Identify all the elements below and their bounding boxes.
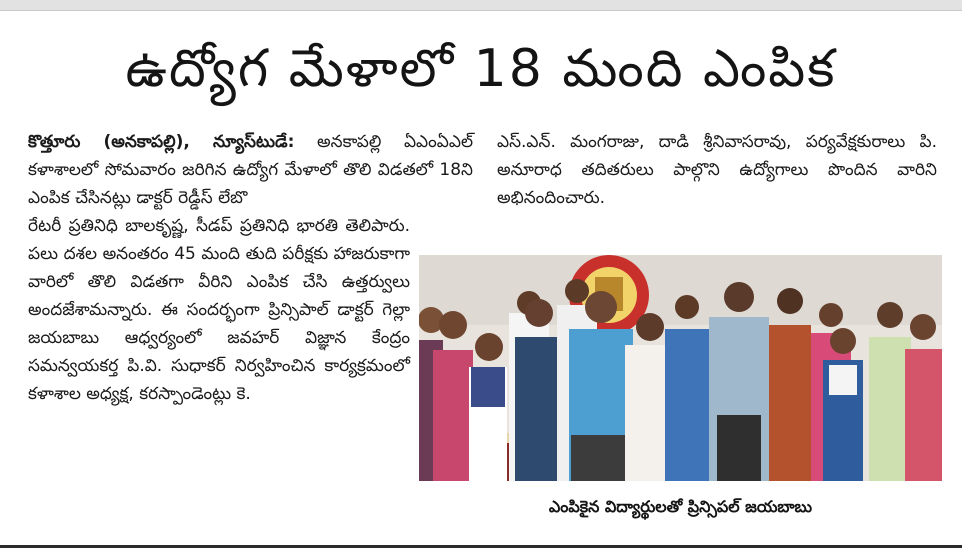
body-right-text: ఎస్.ఎన్. మంగరాజు, దాడి శ్రీనివాసరావు, పర్యవేక్షకురాలు పి. అనూరాధ తదితరులు పాల్గొని ఉద్యోగాలు పొందిన వారిని అభినందించారు. bbox=[497, 132, 937, 208]
body-narrow-text: రేటరీ ప్రతినిధి బాలకృష్ణ, సీడప్ ప్రతినిధి భారతి తెలిపారు. పలు దశల అనంతరం 45 మంది తుది పరీక్షకు హాజరుకాగా వారిలో తొలి విడతగా వీరిని ఎంపిక చేసి ఉత్తర్వులు అందజేశామన్నారు. ఈ సందర్భంగా ప్రిన్సిపాల్ డాక్టర్ గెల్లా జయబాబు ఆధ్వర్యంలో జవహర్ విజ్ఞాన కేంద్రం సమన్వయకర్త పి.వి. సుధాకర్ నిర్వహించిన కార్యక్రమంలో కళాశాల అధ్యక్ష, కరస్పాండెంట్లు కె. bbox=[28, 216, 410, 404]
body-top-text: అనకాపల్లి ఏఎంఏఎల్ కళాశాలలో సోమవారం జరిగిన ఉద్యోగ మేళాలో తొలి విడతలో 18ని ఎంపిక చేసినట్లు డాక్టర్ రెడ్డీస్ లేబొ bbox=[28, 132, 473, 208]
group-photo-image bbox=[419, 255, 942, 481]
top-rule bbox=[0, 0, 962, 11]
article-right-column bbox=[497, 128, 937, 212]
photo-caption: ఎంపికైన విద్యార్థులతో ప్రిన్సిపల్ జయబాబు bbox=[548, 497, 813, 516]
article-left-column bbox=[28, 128, 473, 408]
group-photo bbox=[419, 255, 942, 481]
bottom-rule bbox=[0, 545, 962, 548]
byline: కొత్తూరు (అనకాపల్లి), న్యూస్‌టుడే: bbox=[28, 132, 295, 152]
headline: ఉద్యోగ మేళాలో 18 మంది ఎంపిక bbox=[125, 39, 837, 99]
